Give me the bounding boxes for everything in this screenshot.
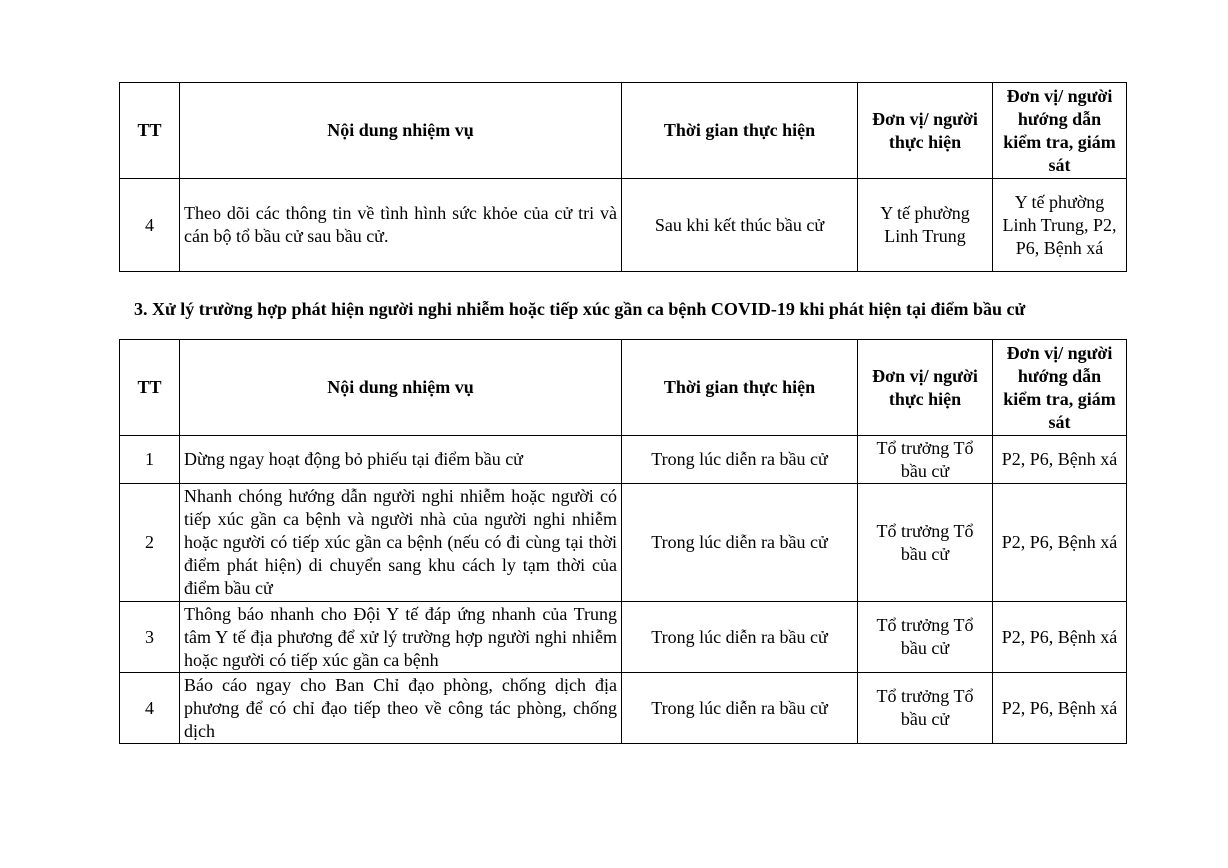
row-unit: Tổ trưởng Tổ bầu cử [858, 484, 993, 602]
row-unit: Y tế phường Linh Trung [858, 179, 993, 272]
table-row [120, 602, 1127, 673]
row-task-content: Dừng ngay hoạt động bỏ phiếu tại điểm bầu cử [180, 436, 622, 484]
row-number: 2 [120, 484, 180, 602]
row-supervisor: Y tế phường Linh Trung, P2, P6, Bệnh xá [993, 179, 1127, 272]
row-number: 3 [120, 602, 180, 673]
row-task-content: Thông báo nhanh cho Đội Y tế đáp ứng nhanh của Trung tâm Y tế địa phương để xử lý trường hợp người nghi nhiễm hoặc người có tiếp xúc gần ca bệnh [180, 602, 622, 673]
row-time: Sau khi kết thúc bầu cử [622, 179, 858, 272]
row-time: Trong lúc diễn ra bầu cử [622, 436, 858, 484]
row-supervisor: P2, P6, Bệnh xá [993, 484, 1127, 602]
row-unit: Tổ trưởng Tổ bầu cử [858, 436, 993, 484]
table-header-row [120, 83, 1127, 179]
header-supervisor: Đơn vị/ người hướng dẫn kiểm tra, giám sát [993, 340, 1127, 436]
row-number: 4 [120, 673, 180, 744]
table-row [120, 484, 1127, 602]
header-tt: TT [120, 83, 180, 179]
row-unit: Tổ trưởng Tổ bầu cử [858, 673, 993, 744]
row-unit: Tổ trưởng Tổ bầu cử [858, 602, 993, 673]
header-time: Thời gian thực hiện [622, 83, 858, 179]
row-supervisor: P2, P6, Bệnh xá [993, 673, 1127, 744]
header-tt: TT [120, 340, 180, 436]
header-time: Thời gian thực hiện [622, 340, 858, 436]
section-3-heading: 3. Xử lý trường hợp phát hiện người nghi nhiễm hoặc tiếp xúc gần ca bệnh COVID-19 khi phát hiện tại điểm bầu cử [134, 299, 1026, 319]
table-row [120, 673, 1127, 744]
header-supervisor: Đơn vị/ người hướng dẫn kiểm tra, giám sát [993, 83, 1127, 179]
table-header-row [120, 340, 1127, 436]
task-table-section-3 [119, 339, 1127, 744]
header-content: Nội dung nhiệm vụ [180, 83, 622, 179]
row-supervisor: P2, P6, Bệnh xá [993, 602, 1127, 673]
table-row [120, 179, 1127, 272]
header-unit: Đơn vị/ người thực hiện [858, 83, 993, 179]
row-number: 1 [120, 436, 180, 484]
row-time: Trong lúc diễn ra bầu cử [622, 602, 858, 673]
header-unit: Đơn vị/ người thực hiện [858, 340, 993, 436]
task-table-section-2 [119, 82, 1127, 272]
row-number: 4 [120, 179, 180, 272]
row-time: Trong lúc diễn ra bầu cử [622, 484, 858, 602]
row-time: Trong lúc diễn ra bầu cử [622, 673, 858, 744]
row-task-content: Theo dõi các thông tin về tình hình sức khỏe của cử tri và cán bộ tổ bầu cử sau bầu cử. [180, 179, 622, 272]
row-task-content: Nhanh chóng hướng dẫn người nghi nhiễm hoặc người có tiếp xúc gần ca bệnh và người nhà của người nghi nhiễm hoặc người có tiếp xúc gần ca bệnh (nếu có đi cùng tại thời điểm phát hiện) di chuyển sang khu cách ly tạm thời của điểm bầu cử [180, 484, 622, 602]
row-supervisor: P2, P6, Bệnh xá [993, 436, 1127, 484]
row-task-content: Báo cáo ngay cho Ban Chỉ đạo phòng, chống dịch địa phương để có chỉ đạo tiếp theo về công tác phòng, chống dịch [180, 673, 622, 744]
table-row [120, 436, 1127, 484]
header-content: Nội dung nhiệm vụ [180, 340, 622, 436]
